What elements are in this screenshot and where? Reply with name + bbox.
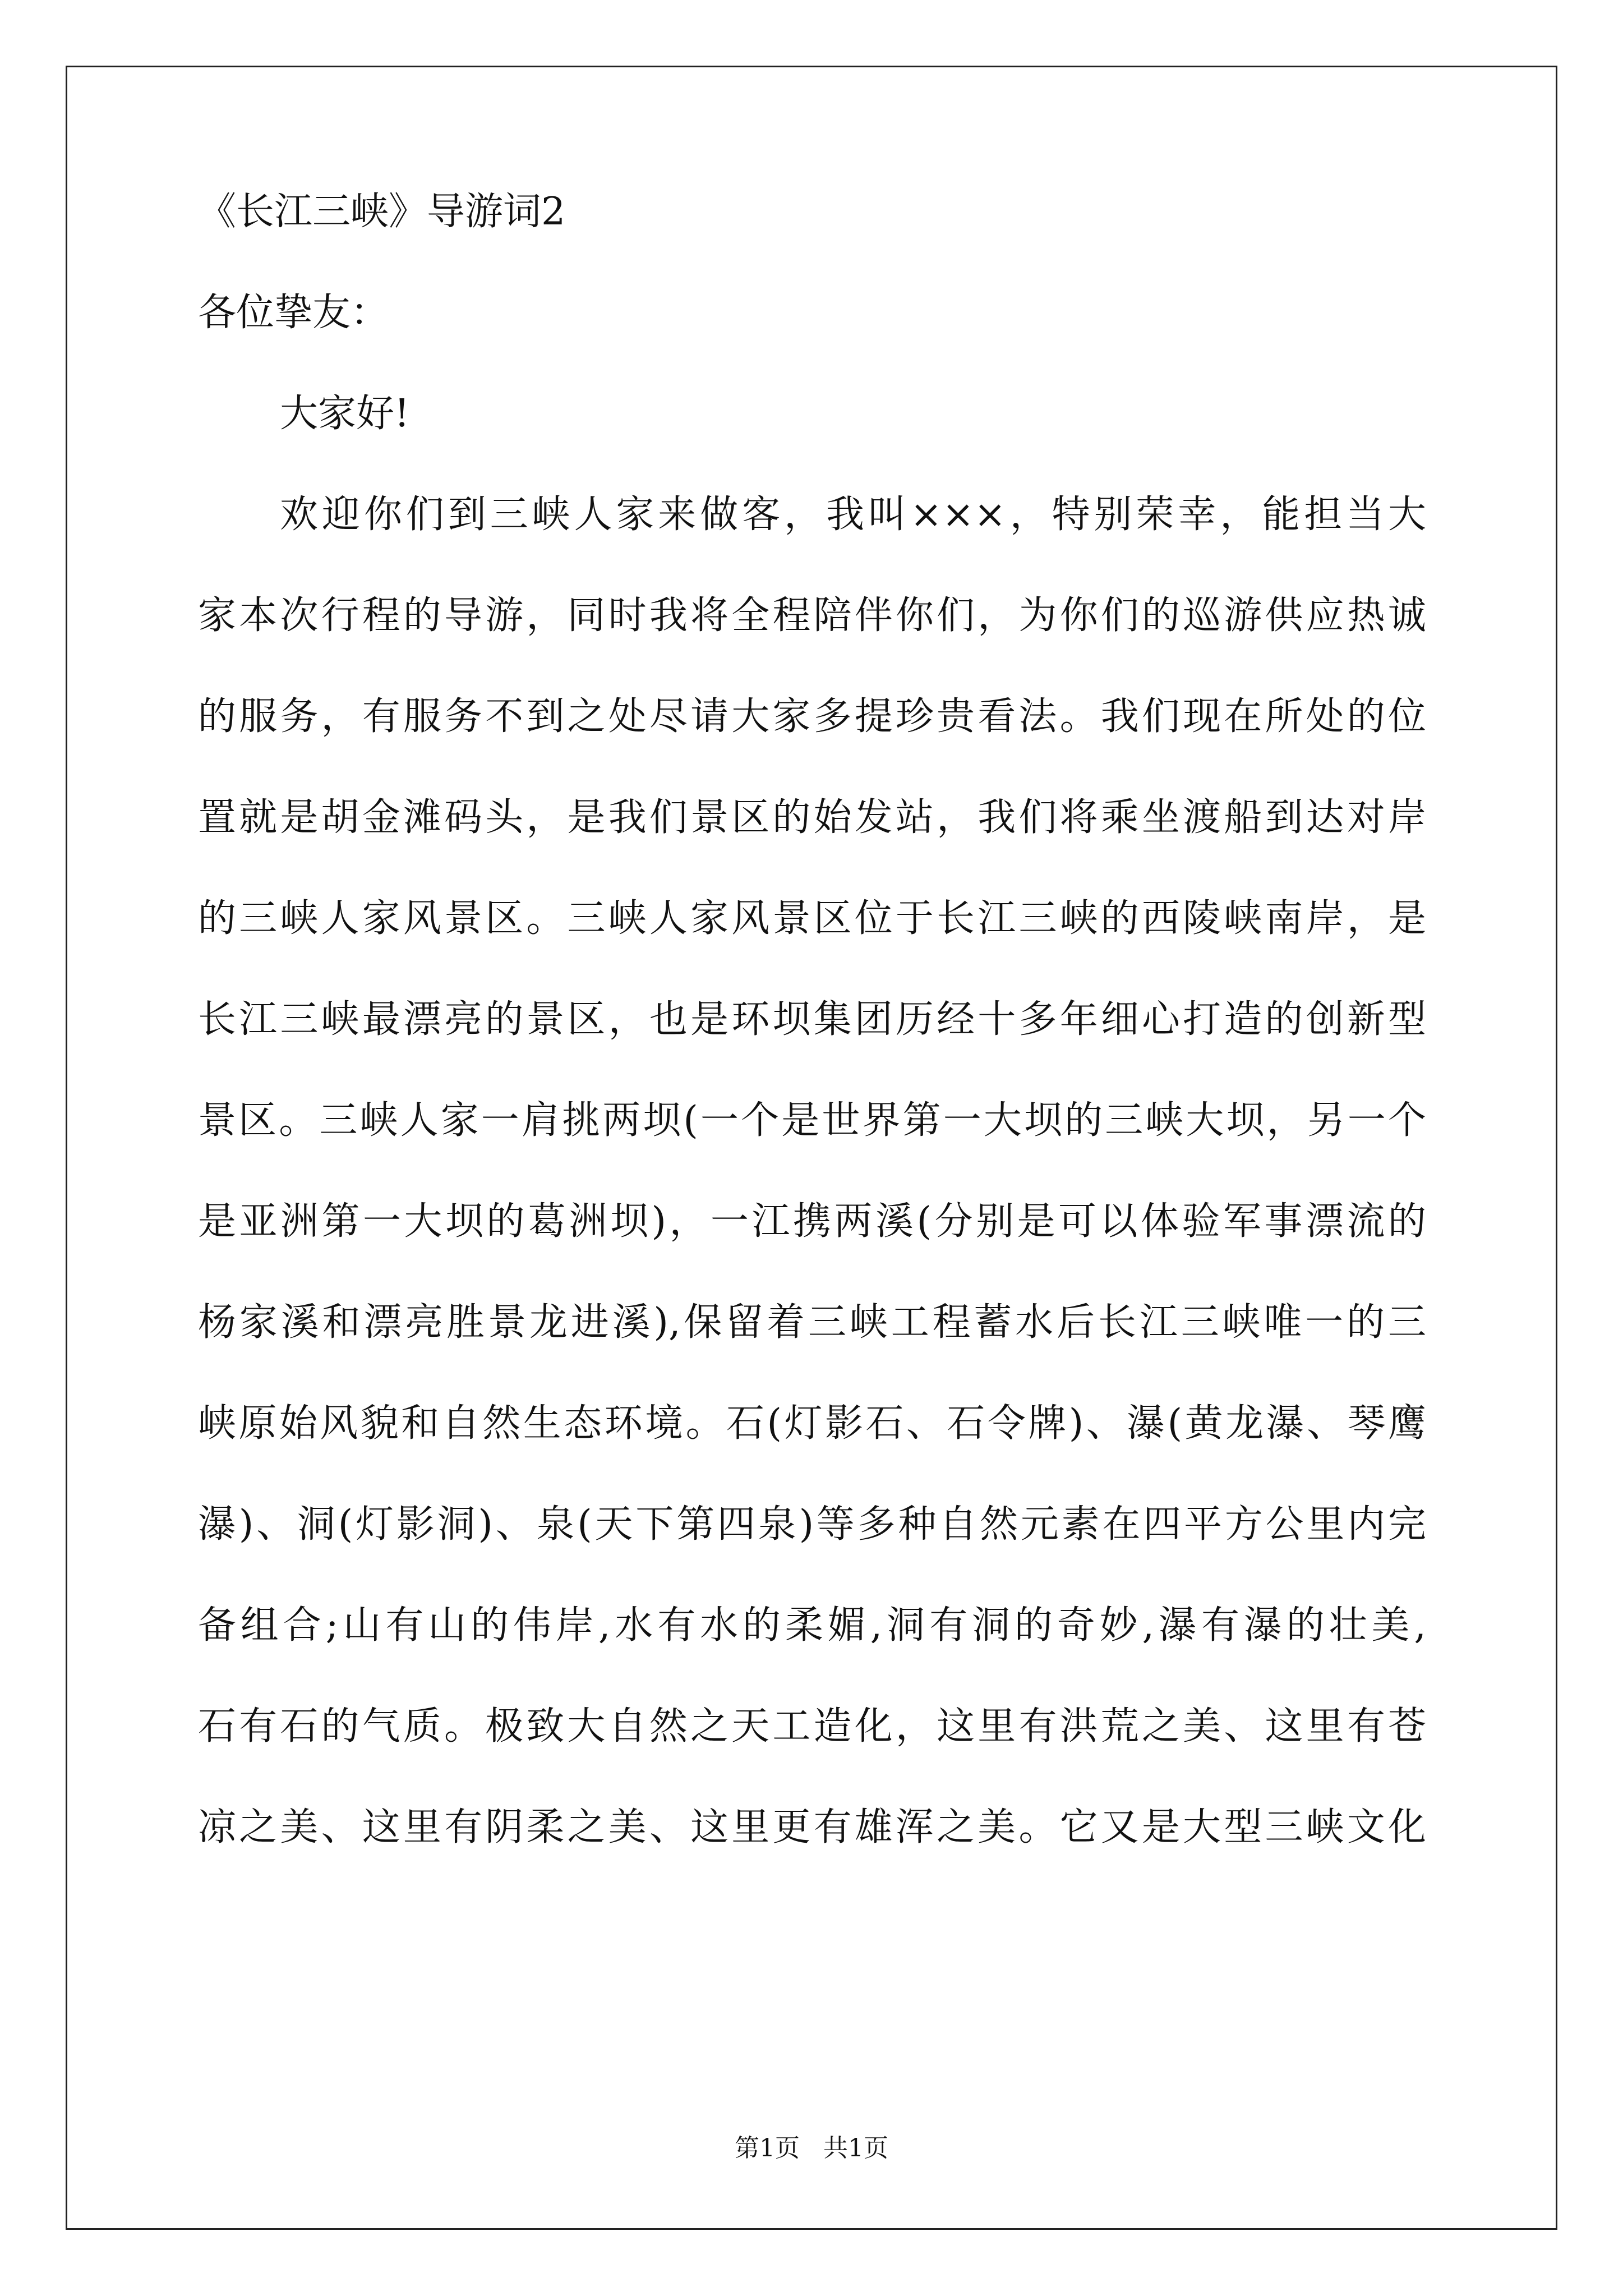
paragraph-line: 家本次行程的导游，同时我将全程陪伴你们，为你们的巡游供应热诚 — [198, 593, 1426, 638]
paragraph-line: 是亚洲第一大坝的葛洲坝)，一江携两溪(分别是可以体验军事漂流的 — [198, 1199, 1426, 1244]
paragraph-line: 石有石的气质。极致大自然之天工造化，这里有洪荒之美、这里有苍 — [198, 1704, 1426, 1749]
paragraph-line: 景区。三峡人家一肩挑两坝(一个是世界第一大坝的三峡大坝，另一个 — [198, 1098, 1426, 1143]
paragraph-line: 的服务，有服务不到之处尽请大家多提珍贵看法。我们现在所处的位 — [198, 694, 1426, 739]
page-number-footer: 第1页 共1页 — [735, 2134, 888, 2162]
paragraph-line: 凉之美、这里有阴柔之美、这里更有雄浑之美。它又是大型三峡文化 — [198, 1805, 1426, 1849]
paragraph-line: 长江三峡最漂亮的景区，也是环坝集团历经十多年细心打造的创新型 — [198, 997, 1426, 1042]
document-body — [198, 191, 1426, 1907]
greeting: 大家好! — [280, 392, 410, 436]
paragraph-line: 备组合;山有山的伟岸,水有水的柔媚,洞有洞的奇妙,瀑有瀑的壮美, — [198, 1603, 1426, 1648]
paragraph-line: 瀑)、洞(灯影洞)、泉(天下第四泉)等多种自然元素在四平方公里内完 — [198, 1502, 1426, 1547]
paragraph-line: 峡原始风貌和自然生态环境。石(灯影石、石令牌)、瀑(黄龙瀑、琴鹰 — [198, 1401, 1426, 1446]
paragraph-line: 欢迎你们到三峡人家来做客，我叫×××，特别荣幸，能担当大 — [280, 493, 1426, 537]
document-title: 《长江三峡》导游词2 — [198, 190, 566, 234]
paragraph-line: 的三峡人家风景区。三峡人家风景区位于长江三峡的西陵峡南岸，是 — [198, 896, 1426, 941]
paragraph-line: 杨家溪和漂亮胜景龙进溪),保留着三峡工程蓄水后长江三峡唯一的三 — [198, 1300, 1426, 1345]
paragraph — [198, 494, 1426, 1849]
paragraph-line: 置就是胡金滩码头，是我们景区的始发站，我们将乘坐渡船到达对岸 — [198, 795, 1426, 840]
salutation: 各位挚友： — [198, 291, 389, 335]
